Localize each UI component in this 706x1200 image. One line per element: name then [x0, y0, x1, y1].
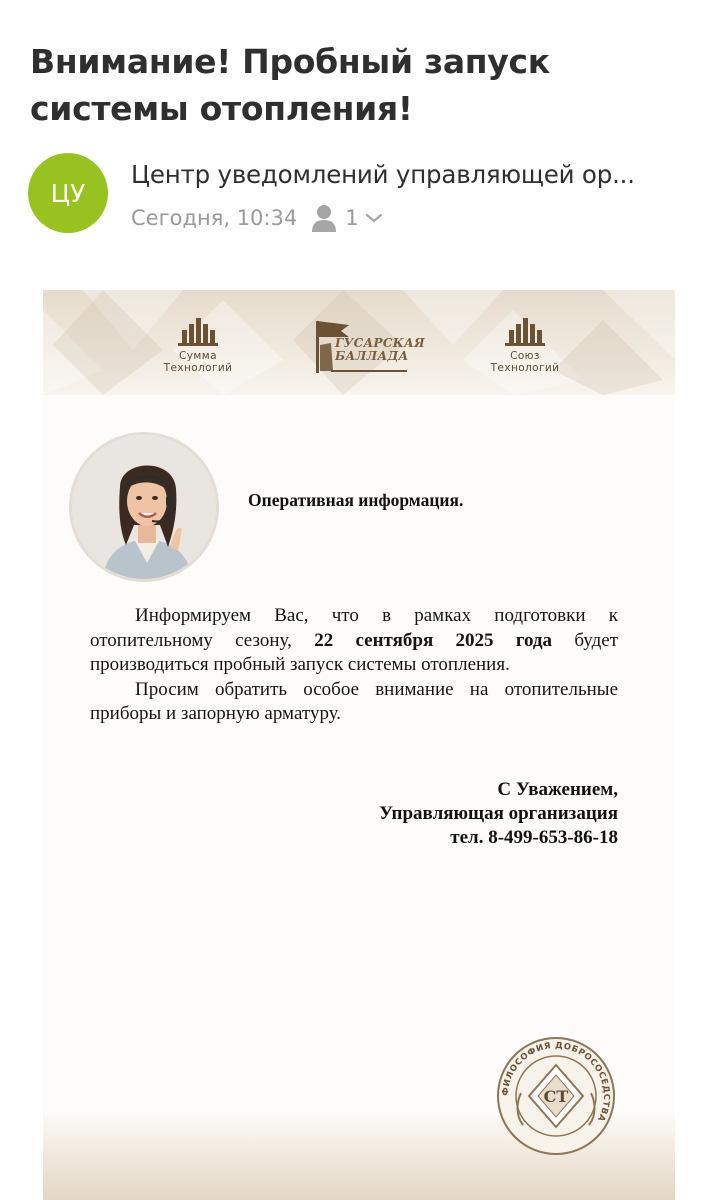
logo-gusarskaya-ballada	[311, 315, 425, 375]
seal-monogram: СТ	[543, 1087, 569, 1106]
sender-name[interactable]: Центр уведомлений управляющей ор...	[131, 160, 635, 189]
letter-image[interactable]	[43, 290, 675, 1200]
post-time: Сегодня, 10:34	[131, 206, 298, 230]
logo-mid-line1: ГУСАРСКАЯ	[335, 336, 425, 350]
sender-avatar[interactable]	[28, 153, 108, 233]
seal-ring-text: ФИЛОСОФИЯ ДОБРОСОСЕДСТВА	[500, 1040, 612, 1124]
operator-portrait	[69, 432, 219, 582]
seal-emblem	[495, 1035, 617, 1157]
building-icon	[505, 316, 545, 346]
logo-left-line1: Сумма	[179, 350, 217, 362]
logo-right-line2: Технологий	[490, 362, 560, 374]
letter-body	[90, 604, 618, 727]
operator-headset-illustration	[72, 435, 219, 582]
letter-paragraph-2: Просим обратить особое внимание на отопительные приборы и запорную арматуру.	[90, 678, 618, 724]
building-icon	[178, 316, 218, 346]
avatar-initials: ЦУ	[50, 178, 86, 208]
letter-paragraph-1	[90, 604, 618, 678]
logo-left-line2: Технологий	[163, 362, 233, 374]
recipients-count[interactable]: 1	[345, 206, 359, 230]
chevron-down-icon[interactable]	[365, 212, 383, 224]
letter-heading: Оперативная информация.	[248, 490, 464, 510]
logo-mid-line2: БАЛЛАДА	[335, 349, 409, 363]
test-run-date: 22 сентября 2025 года	[314, 629, 553, 651]
signature-phone: тел. 8-499-653-86-18	[450, 827, 618, 848]
post-meta	[131, 202, 383, 234]
signature-organization: Управляющая организация	[379, 803, 618, 824]
logo-summa-tekhnologiy	[148, 316, 248, 374]
paragraph-1-start: Информируем Вас, что в рамках подготовки к отопительному сезону,	[90, 605, 618, 651]
letter-signature	[379, 778, 618, 850]
logo-right-line1: Союз	[510, 350, 540, 362]
logo-soyuz-tekhnologiy	[475, 316, 575, 374]
paragraph-1-end: будет производиться пробный запуск системы отопления.	[90, 629, 618, 675]
person-icon	[311, 203, 337, 233]
signature-greeting: С Уважением,	[497, 779, 618, 800]
post-title: Внимание! Пробный запуск системы отопления!	[30, 42, 550, 128]
letter-header	[43, 290, 675, 395]
